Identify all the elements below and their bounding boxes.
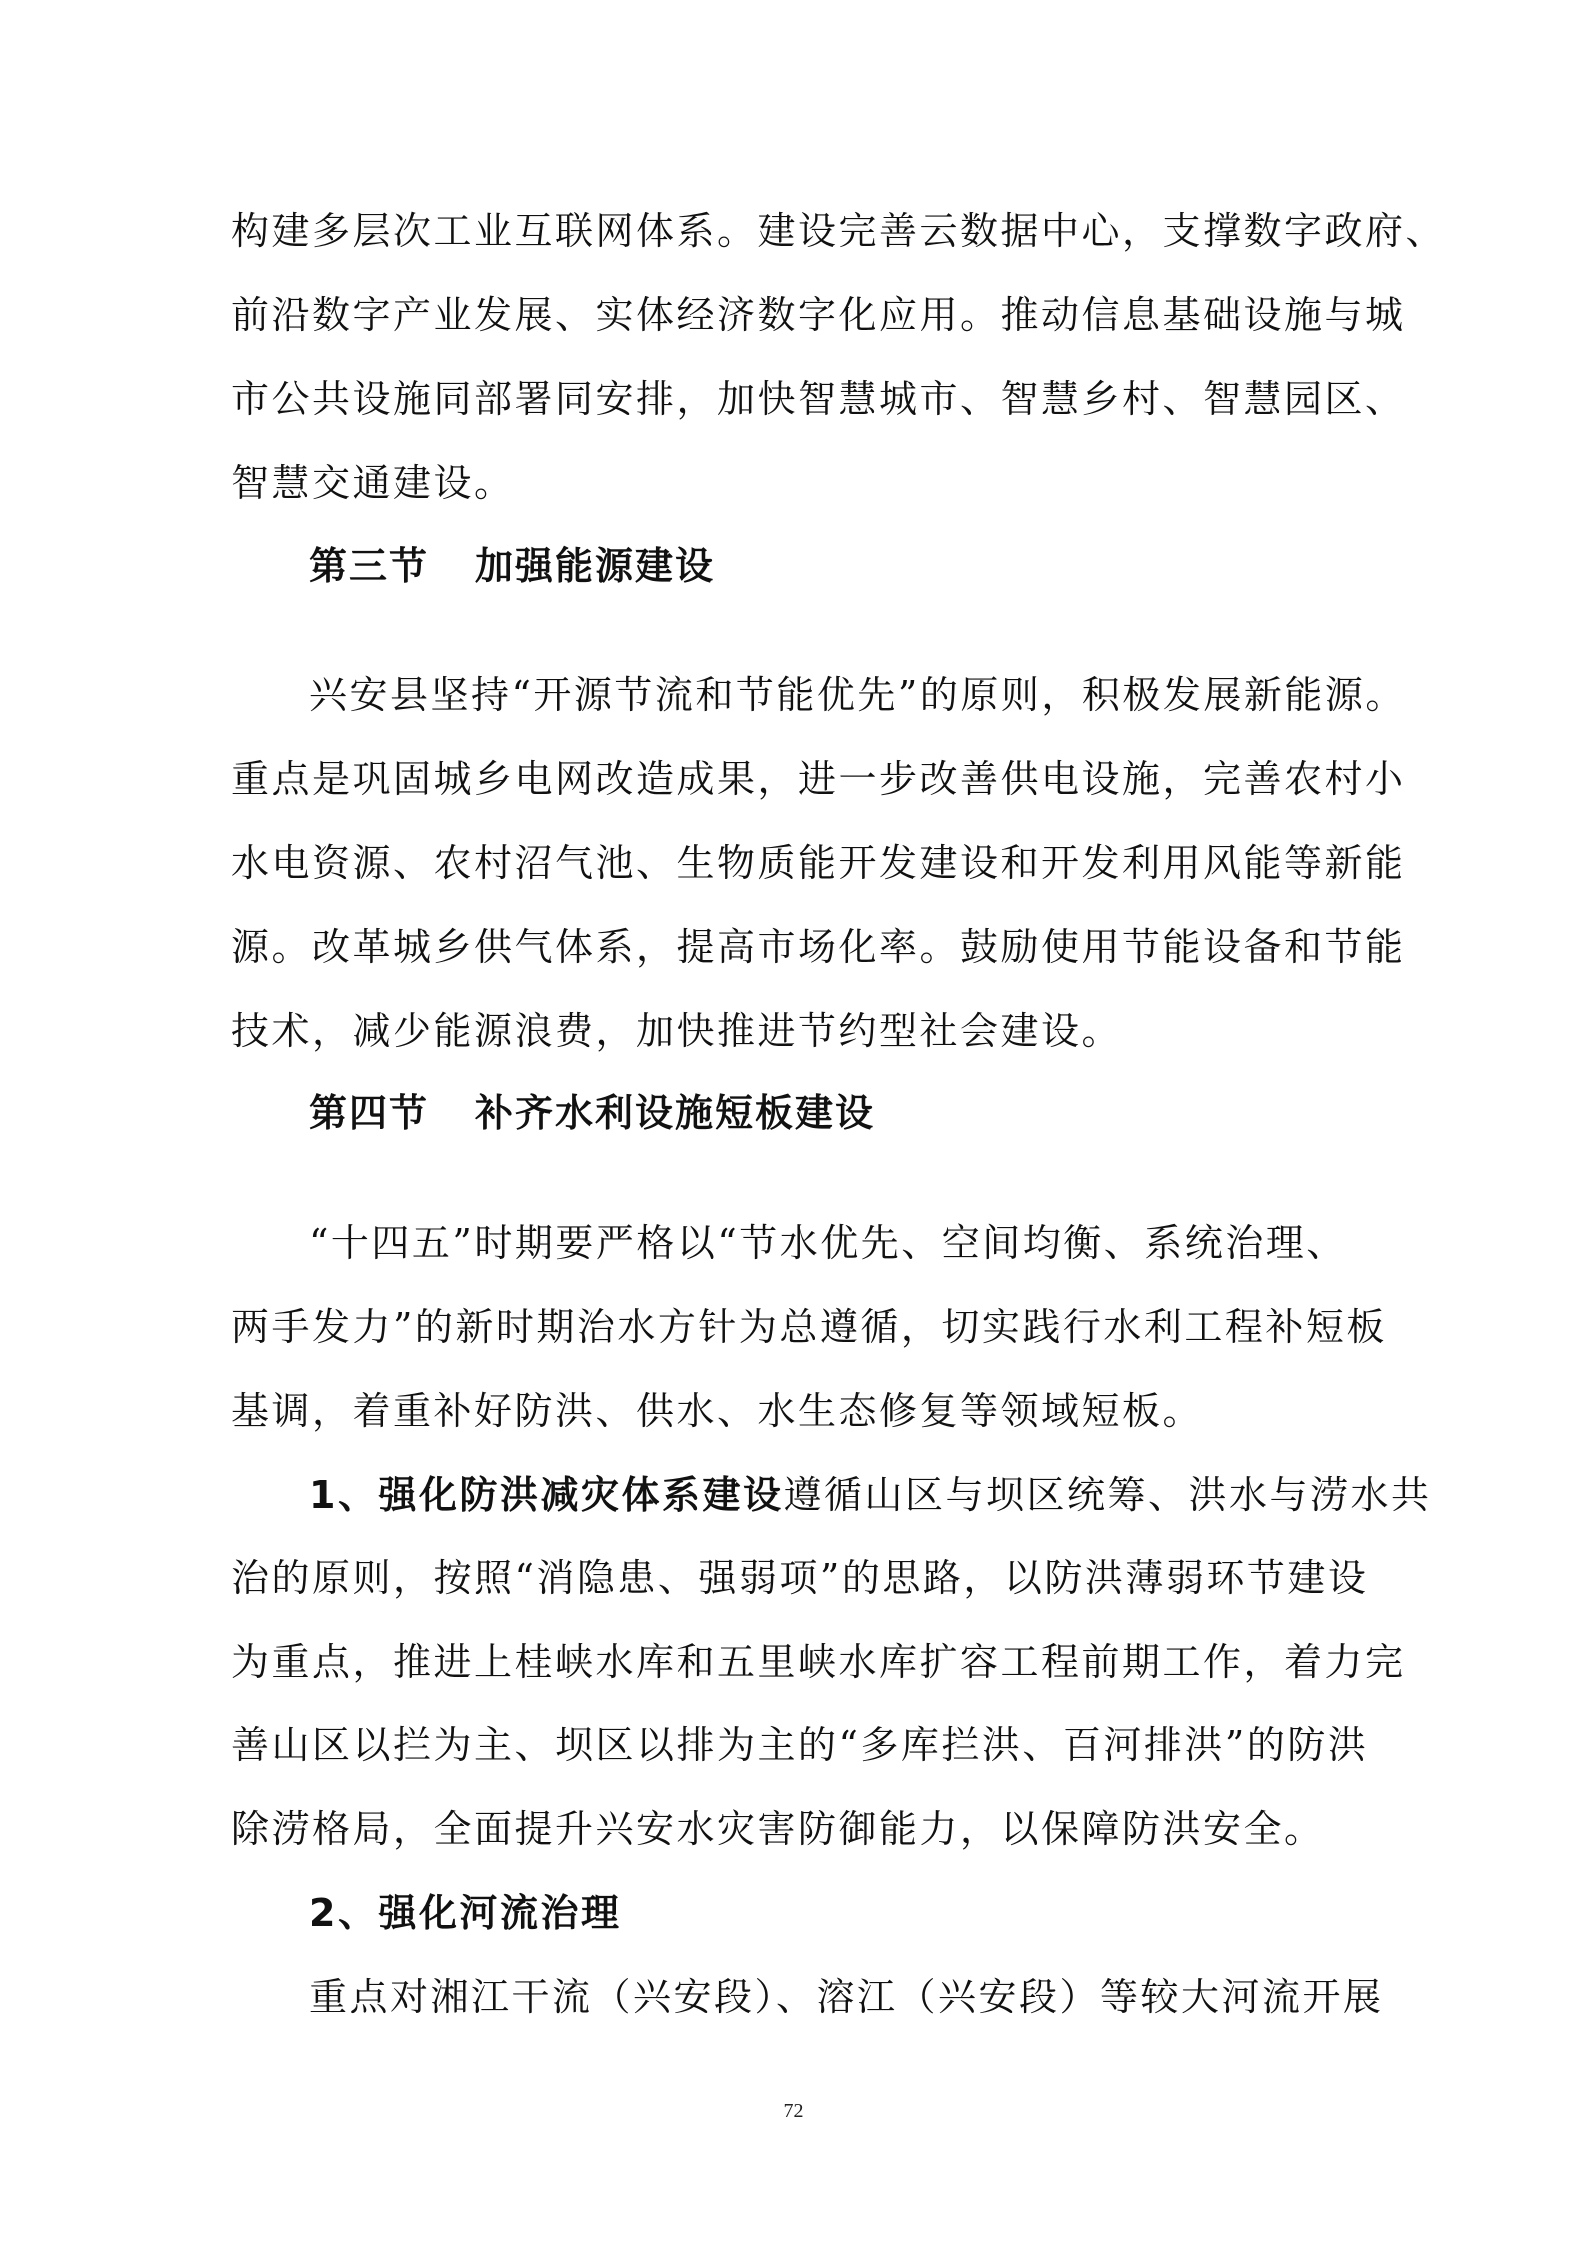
paragraph-line: “十四五”时期要严格以“节水优先、空间均衡、系统治理、 [309, 1221, 1347, 1265]
paragraph-line: 源。改革城乡供气体系，提高市场化率。鼓励使用节能设备和节能 [231, 925, 1406, 969]
paragraph-line: 为重点，推进上桂峡水库和五里峡水库扩容工程前期工作，着力完 [231, 1640, 1406, 1684]
paragraph-line: 市公共设施同部署同安排，加快智慧城市、智慧乡村、智慧园区、 [231, 377, 1406, 421]
paragraph-line: 善山区以拦为主、坝区以排为主的“多库拦洪、百河排洪”的防洪 [231, 1723, 1369, 1767]
paragraph-line: 前沿数字产业发展、实体经济数字化应用。推动信息基础设施与城 [231, 293, 1406, 337]
paragraph-line: 重点是巩固城乡电网改造成果，进一步改善供电设施，完善农村小 [231, 757, 1406, 801]
item-first-line [309, 1470, 1469, 1520]
paragraph-line: 技术，减少能源浪费，加快推进节约型社会建设。 [231, 1009, 1123, 1053]
section-title: 加强能源建设 [475, 544, 716, 588]
item-lead: 1、强化防洪减灾体系建设 [309, 1473, 784, 1517]
paragraph-line: 重点对湘江干流（兴安段）、溶江（兴安段）等较大河流开展 [309, 1975, 1384, 2019]
section-heading [309, 1088, 875, 1138]
item-text: 遵循山区与坝区统筹、洪水与涝水共 [783, 1473, 1432, 1517]
section-heading [309, 541, 715, 591]
paragraph-line: 水电资源、农村沼气池、生物质能开发建设和开发利用风能等新能 [231, 841, 1406, 885]
item-heading [309, 1888, 1469, 1938]
section-title: 补齐水利设施短板建设 [475, 1091, 876, 1135]
item-lead: 2、强化河流治理 [309, 1891, 622, 1935]
paragraph-line: 构建多层次工业互联网体系。建设完善云数据中心，支撑数字政府、 [231, 209, 1447, 253]
section-number: 第四节 [309, 1091, 430, 1135]
paragraph-line: 兴安县坚持“开源节流和节能优先”的原则，积极发展新能源。 [309, 673, 1406, 717]
page-number: 72 [783, 2100, 804, 2122]
paragraph-line: 治的原则，按照“消隐患、强弱项”的思路，以防洪薄弱环节建设 [231, 1556, 1369, 1600]
paragraph-line: 智慧交通建设。 [231, 461, 515, 505]
paragraph-line: 基调，着重补好防洪、供水、水生态修复等领域短板。 [231, 1389, 1204, 1433]
section-number: 第三节 [309, 544, 430, 588]
paragraph-line: 除涝格局，全面提升兴安水灾害防御能力，以保障防洪安全。 [231, 1807, 1325, 1851]
paragraph-line: 两手发力”的新时期治水方针为总遵循，切实践行水利工程补短板 [231, 1305, 1387, 1349]
